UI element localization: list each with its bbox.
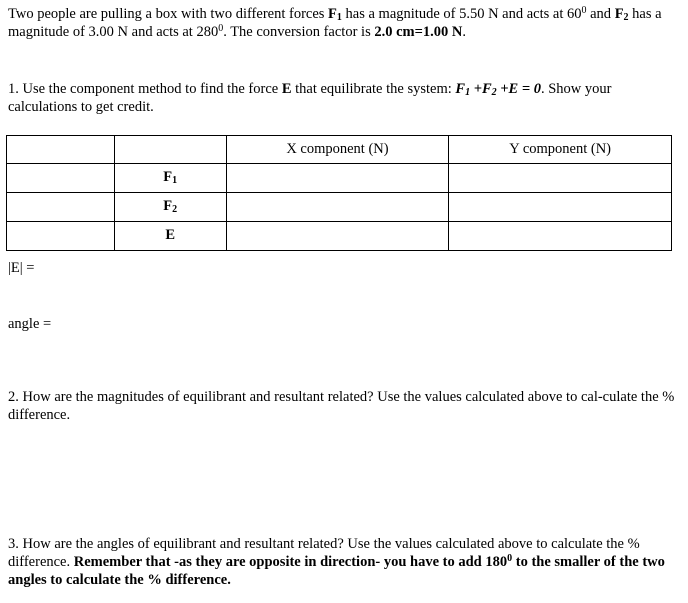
e-y-cell[interactable] <box>449 222 672 251</box>
e-x-cell[interactable] <box>226 222 449 251</box>
components-table <box>6 135 672 251</box>
header-x-component: X component (N) <box>226 136 449 164</box>
table-row <box>7 222 672 251</box>
degree-mark: 0 <box>581 5 587 16</box>
f2-y-cell[interactable] <box>449 193 672 222</box>
question-3: 3. How are the angles of equilibrant and resultant related? Use the values calculated above to calculate the % difference. Remember that -as they are opposite in direction- you have to add $180^0$ to the smaller of the two angles to calculate the % difference. <box>8 536 665 588</box>
row-label-e: E <box>114 222 226 251</box>
magnitude-label: |E| = <box>8 260 35 276</box>
header-y-component: Y component (N) <box>449 136 672 164</box>
f1-symbol: $F_1$ <box>328 6 342 23</box>
degree-mark: 0 <box>218 23 224 34</box>
f1-x-cell[interactable] <box>226 164 449 193</box>
row-label-f2: $F_2$ <box>114 193 226 222</box>
e-symbol: E <box>281 81 292 97</box>
conversion-factor: 2.0 cm=1.00 N <box>374 24 463 40</box>
angle-label: angle = <box>8 316 52 332</box>
f1-y-cell[interactable] <box>449 164 672 193</box>
table-row <box>7 164 672 193</box>
f2-x-cell[interactable] <box>226 193 449 222</box>
question-2: 2. How are the magnitudes of equilibrant and resultant related? Use the values calculated above to cal-culate the % difference. <box>8 389 675 423</box>
table-header-row <box>7 136 672 164</box>
table-row <box>7 193 672 222</box>
question-1: 1. Use the component method to find the force E that equilibrate the system: $F_1 +F_2 +E = 0$. Show your calculations to get credit. <box>8 81 612 115</box>
row-label-f1: $F_1$ <box>114 164 226 193</box>
f2-symbol: $F_2$ <box>614 6 629 23</box>
intro-paragraph: Two people are pulling a box with two different forces $F_1$ has a magnitude of 5.50 N and acts at $60^0$ and $F_2$ has a magnitude of 3.00 N and acts at $280^0$. The conversion factor is 2.0 cm=1.00 N. <box>8 5 662 40</box>
equilibrium-equation: $F_1 +F_2 +E = 0$ <box>455 81 541 98</box>
